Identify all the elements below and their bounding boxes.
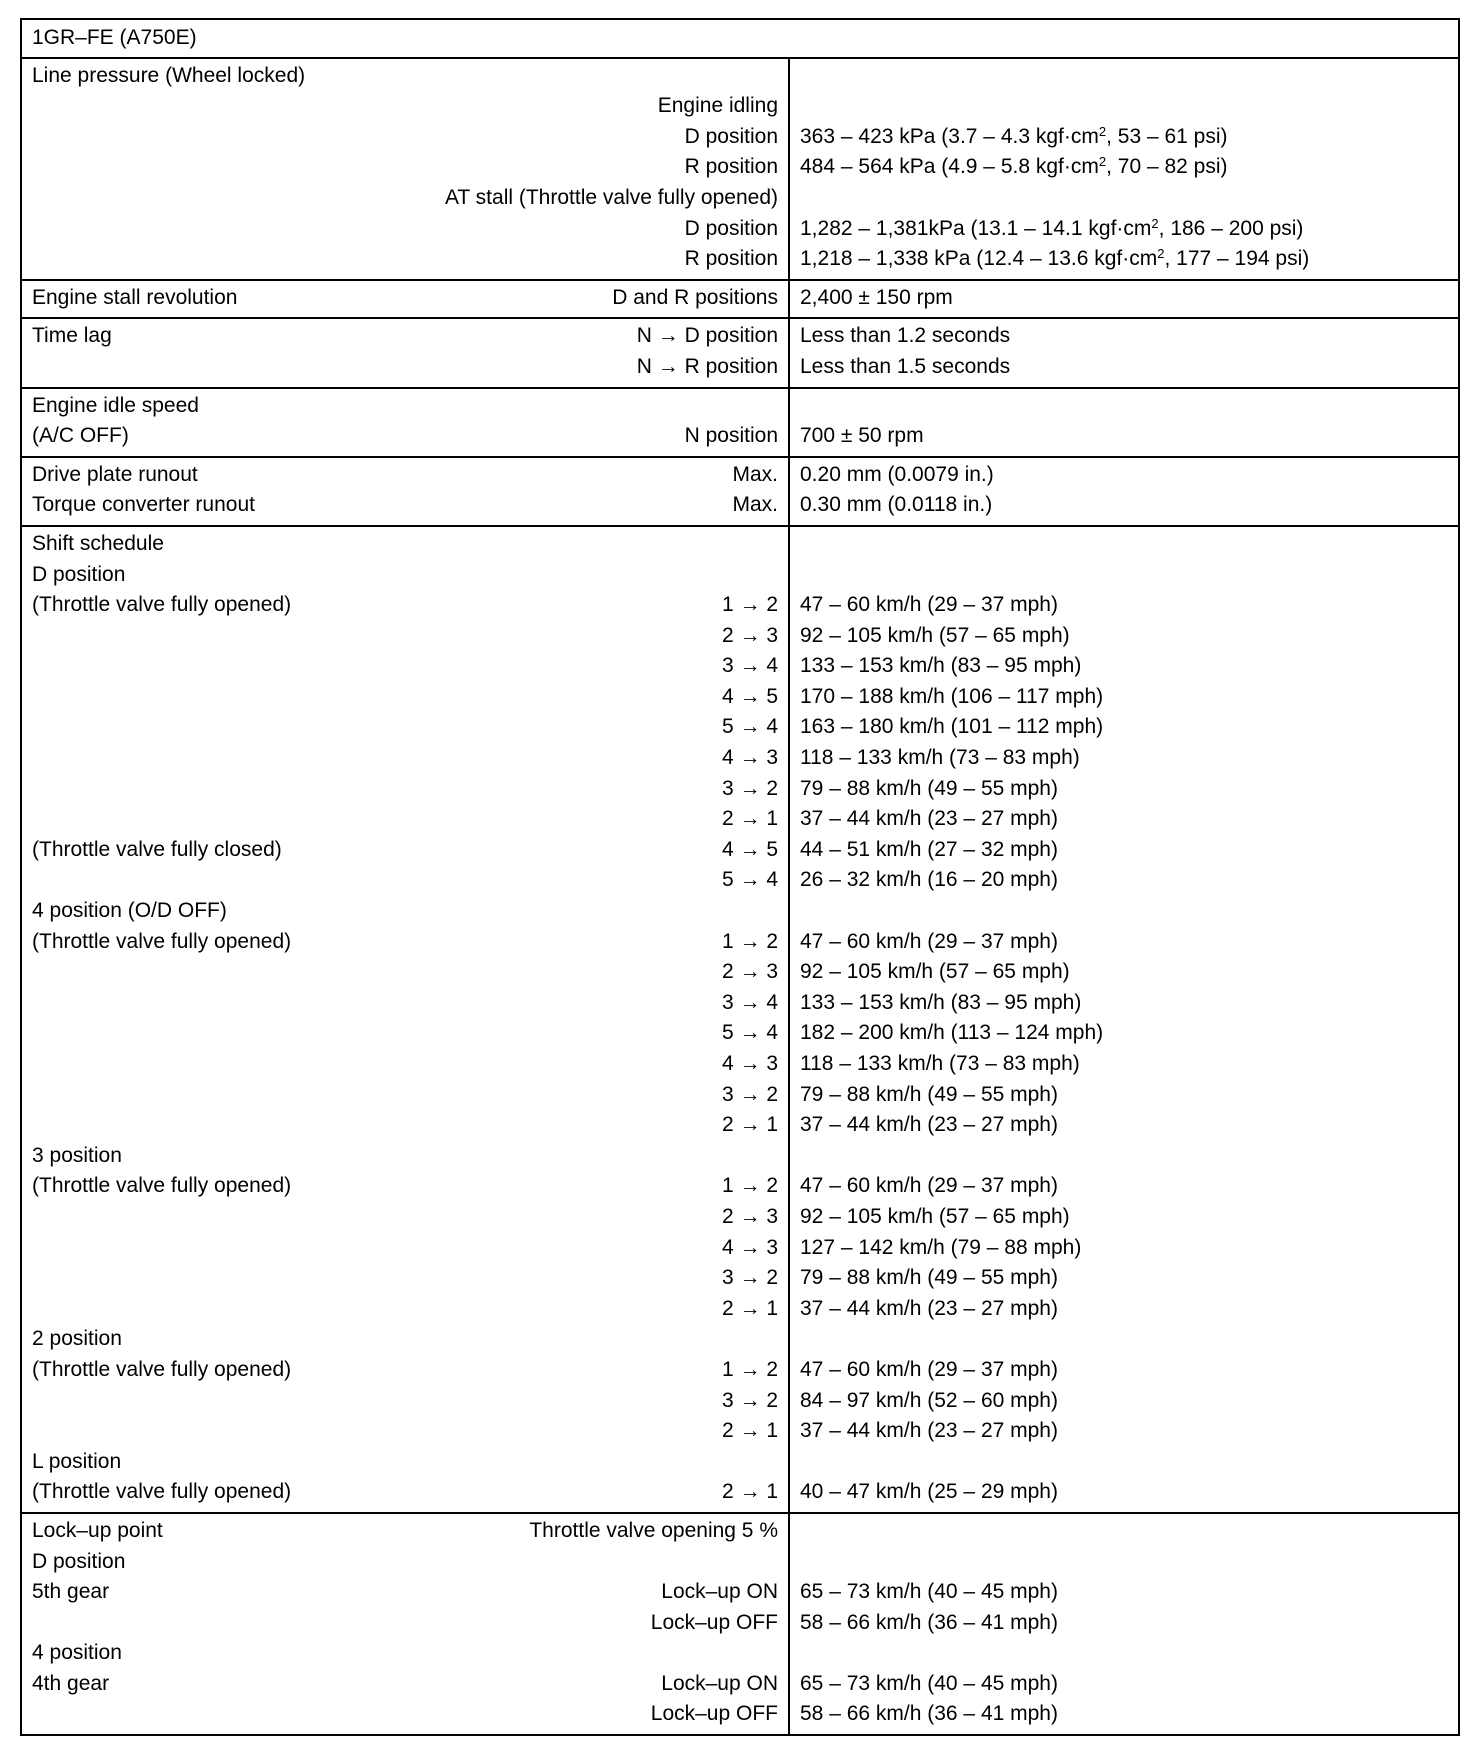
spec-item-label: (Throttle valve fully opened): [32, 1480, 292, 1504]
spec-line: [32, 1638, 778, 1669]
spec-value: 1,282 – 1,381kPa (13.1 – 14.1 $kgf\cdot cm^2$, 186 – 200 psi): [800, 215, 1304, 240]
spec-line: [32, 1477, 778, 1508]
section-shift-schedule: [21, 526, 1459, 1513]
table-header-row: [21, 19, 1459, 58]
spec-value: [800, 1447, 1448, 1478]
spec-condition-label: 2 → 3: [721, 623, 778, 647]
section-value-cell: [789, 318, 1459, 387]
spec-condition-label: AT stall (Throttle valve fully opened): [444, 185, 778, 209]
spec-value: [800, 896, 1448, 927]
spec-line: [32, 835, 778, 866]
spec-line: [32, 1049, 778, 1080]
section-runout: [21, 457, 1459, 526]
spec-value: 37 – 44 km/h (23 – 27 mph): [800, 1113, 1058, 1137]
spec-value: 1,218 – 1,338 kPa (12.4 – 13.6 $kgf\cdot cm^2$, 177 – 194 psi): [800, 246, 1310, 271]
spec-line: [32, 1416, 778, 1447]
spec-condition-label: Max.: [732, 493, 778, 517]
spec-condition-label: Lock–up OFF: [650, 1702, 778, 1726]
section-line-pressure: [21, 58, 1459, 280]
spec-condition-label: 1 → 2: [721, 929, 778, 953]
spec-item-label: L position: [32, 1449, 122, 1473]
spec-line: [32, 743, 778, 774]
spec-value: 92 – 105 km/h (57 – 65 mph): [800, 623, 1070, 647]
section-label-cell: [21, 388, 789, 457]
spec-item-label: Engine stall revolution: [32, 285, 238, 309]
spec-item-label: 4 position: [32, 1641, 122, 1665]
spec-condition-label: Lock–up ON: [661, 1671, 778, 1695]
spec-condition-label: 2 → 1: [721, 1419, 778, 1443]
spec-value: 170 – 188 km/h (106 – 117 mph): [800, 684, 1104, 708]
spec-item-label: 5th gear: [32, 1580, 110, 1604]
spec-value: [800, 61, 1448, 92]
spec-value: 47 – 60 km/h (29 – 37 mph): [800, 1357, 1058, 1381]
spec-value: 47 – 60 km/h (29 – 37 mph): [800, 929, 1058, 953]
spec-condition-label: 2 → 1: [721, 1113, 778, 1137]
spec-line: [32, 1386, 778, 1417]
spec-condition-label: 3 → 2: [721, 776, 778, 800]
spec-condition-label: 5 → 4: [721, 715, 778, 739]
spec-line: [32, 1080, 778, 1111]
spec-value: 133 – 153 km/h (83 – 95 mph): [800, 990, 1082, 1014]
spec-condition-label: 3 → 2: [721, 1266, 778, 1290]
section-time-lag: [21, 318, 1459, 387]
section-value-cell: [789, 457, 1459, 526]
spec-item-label: (A/C OFF): [32, 424, 129, 448]
spec-line: [32, 421, 778, 452]
spec-condition-label: R position: [684, 247, 778, 271]
section-label-cell: [21, 280, 789, 319]
spec-item-label: Shift schedule: [32, 531, 164, 555]
section-label-cell: [21, 58, 789, 280]
spec-line: [32, 712, 778, 743]
spec-line: [32, 1233, 778, 1264]
spec-line: [32, 590, 778, 621]
spec-item-label: Drive plate runout: [32, 462, 198, 486]
spec-line: [32, 682, 778, 713]
spec-line: [32, 957, 778, 988]
spec-line: [32, 1355, 778, 1386]
section-value-cell: [789, 280, 1459, 319]
spec-value: [800, 1547, 1448, 1578]
spec-value: 84 – 97 km/h (52 – 60 mph): [800, 1388, 1058, 1412]
section-label-cell: [21, 1513, 789, 1735]
spec-value: 65 – 73 km/h (40 – 45 mph): [800, 1580, 1058, 1604]
spec-item-label: 3 position: [32, 1143, 122, 1167]
spec-condition-label: 4 → 3: [721, 1052, 778, 1075]
spec-line: [32, 283, 778, 314]
spec-value: [800, 1141, 1448, 1172]
spec-condition-label: Engine idling: [657, 94, 778, 118]
spec-item-label: 4th gear: [32, 1671, 110, 1695]
spec-value: 133 – 153 km/h (83 – 95 mph): [800, 654, 1082, 678]
spec-value: 47 – 60 km/h (29 – 37 mph): [800, 593, 1058, 617]
spec-line: [32, 560, 778, 591]
spec-line: [32, 460, 778, 491]
spec-line: [32, 621, 778, 652]
spec-condition-label: 1 → 2: [721, 1174, 778, 1198]
spec-item-label: (Throttle valve fully opened): [32, 1357, 292, 1381]
spec-condition-label: 4 → 3: [721, 746, 778, 770]
spec-line: [32, 1263, 778, 1294]
spec-condition-label: Max.: [732, 462, 778, 486]
spec-value: 47 – 60 km/h (29 – 37 mph): [800, 1174, 1058, 1198]
spec-value: 40 – 47 km/h (25 – 29 mph): [800, 1480, 1058, 1504]
spec-value: 127 – 142 km/h (79 – 88 mph): [800, 1235, 1082, 1259]
spec-line: [32, 1141, 778, 1172]
spec-line: [32, 1669, 778, 1700]
spec-condition-label: 1 → 2: [721, 1357, 778, 1381]
spec-line: [32, 152, 778, 183]
spec-value: [800, 183, 1448, 214]
spec-line: [32, 1699, 778, 1730]
spec-item-label: Line pressure (Wheel locked): [32, 63, 306, 87]
section-engine-stall-revolution: [21, 280, 1459, 319]
spec-value: 79 – 88 km/h (49 – 55 mph): [800, 776, 1058, 800]
section-value-cell: [789, 388, 1459, 457]
spec-condition-label: Throttle valve opening 5 %: [529, 1518, 778, 1542]
spec-condition-label: 3 → 2: [721, 1388, 778, 1412]
spec-value: 37 – 44 km/h (23 – 27 mph): [800, 1419, 1058, 1443]
spec-condition-label: Lock–up OFF: [650, 1610, 778, 1634]
spec-value: 37 – 44 km/h (23 – 27 mph): [800, 807, 1058, 831]
spec-line: [32, 490, 778, 521]
spec-condition-label: 2 → 1: [721, 807, 778, 831]
spec-condition-label: 1 → 2: [721, 593, 778, 617]
spec-line: [32, 214, 778, 245]
spec-line: [32, 1447, 778, 1478]
spec-value: 79 – 88 km/h (49 – 55 mph): [800, 1082, 1058, 1106]
spec-value: Less than 1.2 seconds: [800, 324, 1011, 348]
spec-condition-label: 3 → 4: [721, 990, 778, 1014]
spec-condition-label: Lock–up ON: [661, 1580, 778, 1604]
section-engine-idle-speed: [21, 388, 1459, 457]
spec-condition-label: 2 → 1: [721, 1296, 778, 1320]
spec-condition-label: 4 → 5: [721, 684, 778, 708]
spec-line: [32, 988, 778, 1019]
spec-line: [32, 865, 778, 896]
spec-item-label: 4 position (O/D OFF): [32, 899, 227, 923]
spec-value: [800, 91, 1448, 122]
spec-value: 163 – 180 km/h (101 – 112 mph): [800, 715, 1104, 739]
spec-line: [32, 529, 778, 560]
spec-line: [32, 244, 778, 275]
spec-condition-label: 3 → 2: [721, 1082, 778, 1106]
spec-table: [20, 18, 1460, 1736]
spec-value: [800, 529, 1448, 560]
spec-condition-label: N → D position: [636, 324, 778, 348]
spec-line: [32, 1202, 778, 1233]
spec-condition-label: D position: [684, 216, 778, 240]
spec-value: 79 – 88 km/h (49 – 55 mph): [800, 1266, 1058, 1290]
spec-condition-label: N → R position: [636, 354, 778, 378]
section-label-cell: [21, 526, 789, 1513]
spec-item-label: Engine idle speed: [32, 393, 199, 417]
spec-value: 0.20 mm (0.0079 in.): [800, 462, 994, 486]
spec-condition-label: 4 → 3: [721, 1235, 778, 1259]
spec-item-label: Torque converter runout: [32, 493, 255, 517]
spec-line: [32, 1547, 778, 1578]
spec-line: [32, 927, 778, 958]
spec-line: [32, 896, 778, 927]
spec-value: [800, 560, 1448, 591]
spec-line: [32, 391, 778, 422]
spec-line: [32, 804, 778, 835]
spec-value: 363 – 423 kPa (3.7 – 4.3 $kgf\cdot cm^2$, 53 – 61 psi): [800, 123, 1228, 148]
section-lock-up-point: [21, 1513, 1459, 1735]
spec-line: [32, 1294, 778, 1325]
spec-item-label: D position: [32, 1549, 126, 1573]
section-label-cell: [21, 318, 789, 387]
spec-condition-label: D and R positions: [612, 285, 778, 309]
spec-line: [32, 1577, 778, 1608]
spec-line: [32, 91, 778, 122]
spec-item-label: Lock–up point: [32, 1518, 163, 1542]
spec-value: 92 – 105 km/h (57 – 65 mph): [800, 1204, 1070, 1228]
spec-line: [32, 352, 778, 383]
spec-condition-label: R position: [684, 155, 778, 179]
spec-value: 0.30 mm (0.0118 in.): [800, 493, 993, 517]
spec-line: [32, 61, 778, 92]
spec-value: 92 – 105 km/h (57 – 65 mph): [800, 960, 1070, 984]
spec-item-label: Time lag: [32, 324, 112, 348]
spec-line: [32, 1516, 778, 1547]
spec-item-label: D position: [32, 562, 126, 586]
spec-value: 118 – 133 km/h (73 – 83 mph): [800, 1052, 1080, 1075]
spec-item-label: (Throttle valve fully opened): [32, 929, 292, 953]
spec-line: [32, 1324, 778, 1355]
spec-value: 118 – 133 km/h (73 – 83 mph): [800, 746, 1080, 770]
spec-condition-label: 2 → 1: [721, 1480, 778, 1504]
spec-value: [800, 1638, 1448, 1669]
table-title: 1GR–FE (A750E): [21, 19, 1459, 58]
spec-value: [800, 391, 1448, 422]
spec-line: [32, 1110, 778, 1141]
spec-item-label: 2 position: [32, 1327, 122, 1351]
spec-value: 65 – 73 km/h (40 – 45 mph): [800, 1671, 1058, 1695]
spec-value: Less than 1.5 seconds: [800, 354, 1011, 378]
spec-condition-label: 2 → 3: [721, 1204, 778, 1228]
spec-value: 37 – 44 km/h (23 – 27 mph): [800, 1296, 1058, 1320]
spec-table-body: [21, 19, 1459, 1735]
spec-item-label: (Throttle valve fully opened): [32, 1174, 292, 1198]
section-label-cell: [21, 457, 789, 526]
spec-line: [32, 183, 778, 214]
spec-condition-label: 3 → 4: [721, 654, 778, 678]
spec-value: 58 – 66 km/h (36 – 41 mph): [800, 1702, 1058, 1726]
spec-line: [32, 1608, 778, 1639]
section-value-cell: [789, 1513, 1459, 1735]
section-value-cell: [789, 526, 1459, 1513]
spec-line: [32, 1171, 778, 1202]
spec-value: 44 – 51 km/h (27 – 32 mph): [800, 837, 1058, 861]
spec-value: [800, 1516, 1448, 1547]
spec-value: 700 ± 50 rpm: [800, 424, 924, 448]
spec-condition-label: 4 → 5: [721, 837, 778, 861]
spec-condition-label: D position: [684, 124, 778, 148]
spec-item-label: (Throttle valve fully opened): [32, 593, 292, 617]
spec-condition-label: 2 → 3: [721, 960, 778, 984]
spec-condition-label: 5 → 4: [721, 868, 778, 892]
spec-line: [32, 321, 778, 352]
spec-value: [800, 1324, 1448, 1355]
spec-value: 484 – 564 kPa (4.9 – 5.8 $kgf\cdot cm^2$, 70 – 82 psi): [800, 154, 1228, 179]
section-value-cell: [789, 58, 1459, 280]
spec-line: [32, 774, 778, 805]
spec-item-label: (Throttle valve fully closed): [32, 837, 282, 861]
spec-value: 58 – 66 km/h (36 – 41 mph): [800, 1610, 1058, 1634]
spec-condition-label: N position: [684, 424, 778, 448]
spec-value: 182 – 200 km/h (113 – 124 mph): [800, 1021, 1104, 1045]
spec-line: [32, 651, 778, 682]
spec-condition-label: 5 → 4: [721, 1021, 778, 1045]
spec-line: [32, 122, 778, 153]
spec-line: [32, 1018, 778, 1049]
spec-value: 26 – 32 km/h (16 – 20 mph): [800, 868, 1058, 892]
spec-value: 2,400 ± 150 rpm: [800, 285, 953, 309]
